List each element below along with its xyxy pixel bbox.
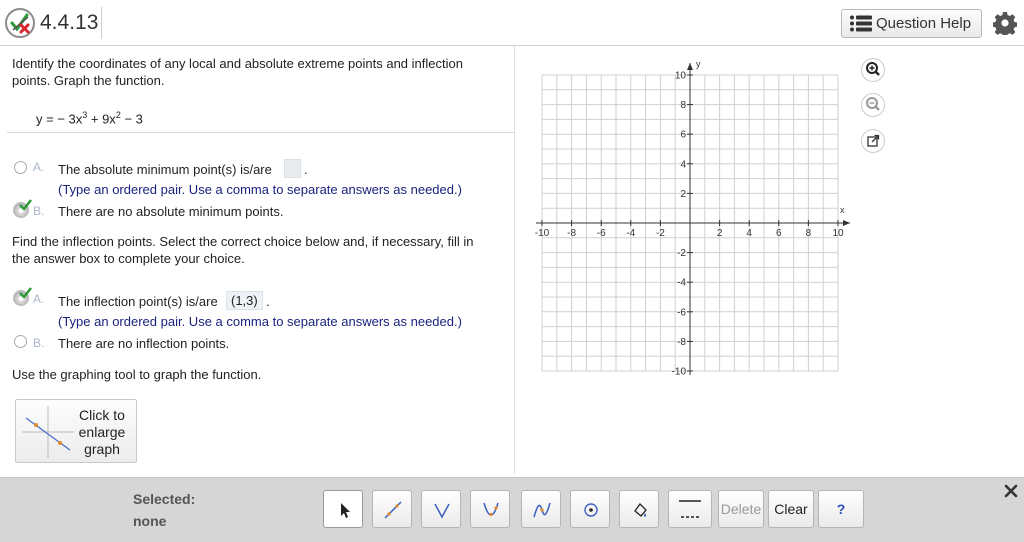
line-style-button[interactable] [668, 490, 712, 528]
fill-tool-button[interactable] [619, 490, 659, 528]
punctuation: . [266, 294, 270, 309]
parabola-icon [480, 499, 502, 521]
y-tick-label: -10 [671, 366, 686, 378]
option-letter: A. [33, 292, 45, 306]
point-tool-button[interactable] [570, 490, 610, 528]
function-expression [36, 107, 143, 128]
y-tick-label: 4 [680, 159, 686, 171]
cubic-icon [531, 499, 553, 521]
y-tick-label: -8 [677, 336, 686, 348]
fill-bucket-icon [629, 499, 651, 521]
abs-min-option-a-text: The absolute minimum point(s) is/are [58, 162, 272, 177]
zoom-out-icon[interactable] [861, 93, 885, 117]
point-icon [580, 499, 602, 521]
option-letter: B. [33, 336, 45, 350]
enlarge-graph-button[interactable] [15, 399, 137, 463]
inflection-option-a-text: The inflection point(s) is/are [58, 294, 218, 309]
enlarge-line: Click to [79, 407, 125, 423]
header-bar [0, 0, 1024, 46]
select-tool-button[interactable] [323, 490, 363, 528]
clear-button[interactable]: Clear [768, 490, 814, 528]
y-tick-label: -6 [677, 307, 686, 319]
prompt-line: Find the inflection points. Select the correct choice below and, if necessary, fill in [12, 234, 474, 249]
inflection-option-b-text: There are no inflection points. [58, 336, 230, 351]
function-rhs: − 3 [120, 111, 143, 127]
x-tick-label: -4 [626, 228, 636, 239]
list-icon [850, 15, 872, 32]
correct-check-icon [19, 199, 32, 210]
y-tick-label: 2 [680, 188, 686, 200]
inflection-option-b-radio[interactable] [14, 335, 27, 348]
function-exponent: 2 [115, 110, 121, 120]
graph-canvas[interactable] [530, 55, 850, 380]
function-lhs: y = − 3x [36, 111, 83, 127]
x-tick-label: -6 [596, 228, 606, 239]
enlarge-line: graph [84, 441, 120, 457]
pointer-icon [333, 499, 355, 521]
x-tick-label: 8 [805, 228, 812, 239]
x-axis-label: x [840, 205, 845, 215]
abs-min-option-a-radio[interactable] [14, 161, 27, 174]
line-icon [382, 499, 404, 521]
prompt-line: points. Graph the function. [12, 72, 165, 88]
graph-axes [536, 63, 850, 375]
x-axis-arrow [843, 220, 850, 226]
y-tick-label: 8 [680, 100, 686, 112]
abs-min-hint: (Type an ordered pair. Use a comma to separate answers as needed.) [58, 182, 462, 197]
panel-divider [514, 46, 515, 474]
y-tick-label: -4 [677, 277, 686, 289]
function-exponent: 3 [82, 110, 88, 120]
y-tick-label: 10 [674, 70, 686, 82]
cubic-tool-button[interactable] [521, 490, 561, 528]
enlarge-line: enlarge [78, 424, 126, 440]
close-icon[interactable] [1004, 484, 1018, 498]
absolute-value-tool-button[interactable] [421, 490, 461, 528]
punctuation: . [304, 162, 308, 177]
y-axis-arrow [687, 63, 693, 70]
option-letter: A. [33, 160, 45, 174]
enlarge-label [72, 407, 132, 458]
inflection-hint: (Type an ordered pair. Use a comma to separate answers as needed.) [58, 314, 462, 329]
y-tick-label: -2 [677, 248, 686, 260]
zoom-in-icon[interactable] [861, 58, 885, 82]
question-prompt [12, 56, 463, 89]
graph-help-button[interactable]: ? [818, 490, 864, 528]
line-tool-button[interactable] [372, 490, 412, 528]
v-shape-icon [431, 499, 453, 521]
graph-instruction: Use the graphing tool to graph the function. [12, 367, 262, 382]
selected-value: none [133, 513, 167, 529]
prompt-line: Identify the coordinates of any local and absolute extreme points and inflection [12, 56, 463, 71]
x-tick-label: 6 [776, 228, 782, 239]
line-style-icon [677, 496, 703, 522]
inflection-prompt [12, 234, 474, 267]
function-mid: + 9x [87, 111, 116, 127]
abs-min-option-b-text: There are no absolute minimum points. [58, 204, 284, 219]
problem-number: 4.4.13 [40, 7, 102, 39]
prompt-line: the answer box to complete your choice. [12, 250, 245, 266]
selected-label: Selected: [133, 491, 196, 507]
popout-icon[interactable] [861, 129, 885, 153]
parabola-tool-button[interactable] [470, 490, 510, 528]
x-tick-label: 2 [716, 228, 723, 239]
question-help-label: Question Help [876, 15, 972, 32]
inflection-answer-box[interactable]: (1,3) [226, 291, 263, 310]
x-tick-label: 4 [746, 228, 752, 239]
correct-check-icon [19, 287, 32, 298]
y-axis-label: y [696, 59, 701, 69]
x-tick-label: 10 [832, 228, 844, 239]
y-tick-label: 6 [680, 129, 686, 141]
graph-toolbar [0, 477, 1024, 542]
question-help-button[interactable] [841, 9, 982, 38]
graph-thumbnail-icon [22, 406, 74, 458]
abs-min-answer-box[interactable] [284, 159, 301, 178]
option-letter: B. [33, 204, 45, 218]
x-tick-label: -10 [534, 228, 550, 239]
delete-button[interactable]: Delete [718, 490, 764, 528]
divider [7, 132, 515, 133]
x-tick-label: -2 [655, 228, 665, 239]
x-tick-label: -8 [567, 228, 577, 239]
gear-icon[interactable] [993, 11, 1017, 35]
partial-credit-icon [5, 8, 35, 38]
